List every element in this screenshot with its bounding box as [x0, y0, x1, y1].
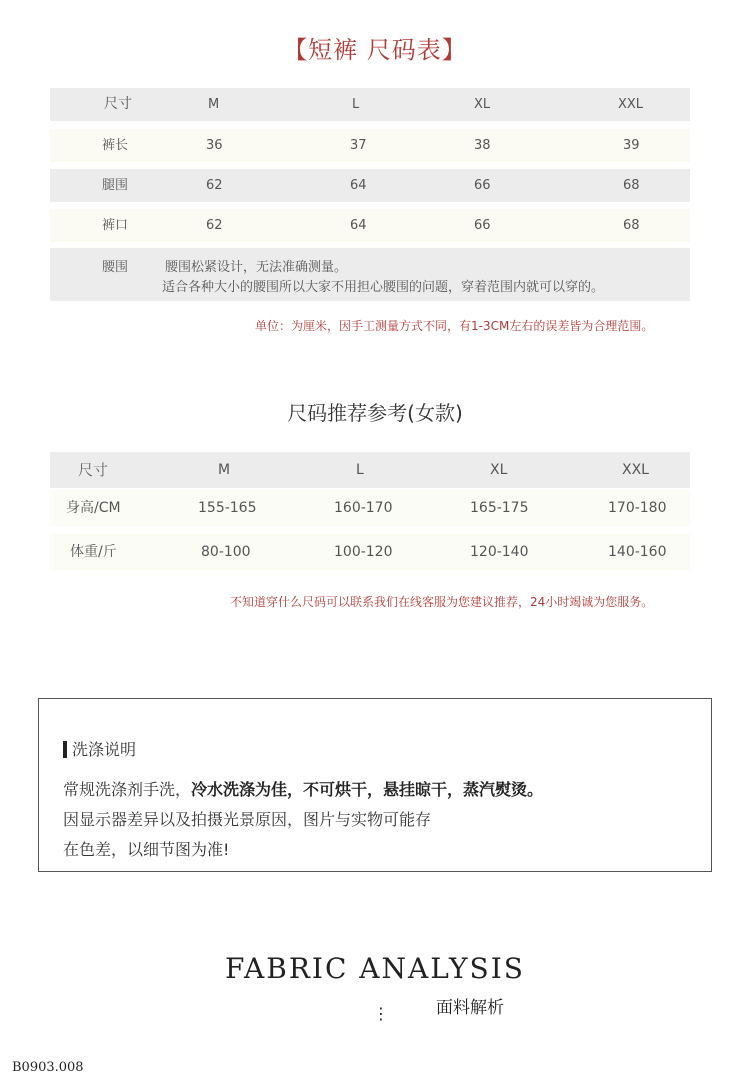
service-note: 不知道穿什么尺码可以联系我们在线客服为您建议推荐，24小时竭诚为您服务。 [230, 595, 654, 609]
cell-value: 62 [206, 178, 223, 193]
header-m: M [218, 462, 231, 478]
header-xl: XL [474, 97, 491, 112]
product-code: B0903.008 [12, 1060, 84, 1075]
washing-line-3: 在色差，以细节图为准! [63, 840, 230, 859]
cell-value: 100-120 [334, 544, 393, 560]
size-chart-header-row [50, 88, 690, 121]
cell-value: 120-140 [470, 544, 529, 560]
cell-value: 37 [350, 138, 367, 153]
table-row [50, 209, 690, 242]
washing-line-1-normal: 常规洗涤剂手洗， [63, 780, 192, 799]
cell-value: 140-160 [608, 544, 667, 560]
header-l: L [352, 97, 360, 112]
cell-value: 36 [206, 138, 223, 153]
waist-note-line-2: 适合各种大小的腰围所以大家不用担心腰围的问题，穿着范围内就可以穿的。 [162, 280, 605, 295]
fabric-analysis-subtitle: 面料解析 [436, 998, 504, 1018]
cell-value: 155-165 [198, 500, 257, 516]
header-size-label: 尺寸 [104, 96, 132, 112]
waist-note-row [50, 248, 690, 301]
table-row [50, 534, 690, 570]
cell-value: 165-175 [470, 500, 529, 516]
recommend-title: 尺码推荐参考(女款) [287, 401, 463, 425]
vertical-dots-icon: ⋮ [373, 1004, 389, 1023]
row-label-hem: 裤口 [102, 218, 129, 233]
row-label-weight: 体重/斤 [70, 544, 117, 560]
cell-value: 80-100 [201, 544, 251, 560]
cell-value: 68 [623, 178, 640, 193]
cell-value: 64 [350, 218, 367, 233]
cell-value: 68 [623, 218, 640, 233]
header-xxl: XXL [622, 462, 649, 478]
cell-value: 66 [474, 178, 491, 193]
waist-note-line-1: 腰围松紧设计，无法准确测量。 [165, 260, 348, 275]
washing-instructions-box [38, 698, 712, 872]
header-size-label: 尺寸 [78, 461, 109, 479]
row-label-thigh: 腿围 [102, 178, 129, 193]
cell-value: 160-170 [334, 500, 393, 516]
cell-value: 64 [350, 178, 367, 193]
cell-value: 38 [474, 138, 491, 153]
row-label-height: 身高/CM [66, 500, 121, 516]
row-label-waist: 腰围 [102, 260, 129, 275]
washing-line-1-bold: 冷水洗涤为佳，不可烘干，悬挂晾干，蒸汽熨烫。 [191, 780, 544, 799]
washing-line-1 [63, 777, 543, 800]
table-row [50, 490, 690, 526]
cell-value: 39 [623, 138, 640, 153]
row-label-length: 裤长 [102, 138, 129, 153]
table-row [50, 129, 690, 162]
size-chart-title: 【短裤 尺码表】 [283, 36, 467, 64]
recommend-header-row [50, 452, 690, 488]
washing-line-2: 因显示器差异以及拍摄光景原因，图片与实物可能存 [63, 810, 432, 829]
header-m: M [208, 97, 220, 112]
title-bar-marker [63, 741, 67, 758]
unit-note: 单位：为厘米，因手工测量方式不同，有1-3CM左右的误差皆为合理范围。 [255, 319, 654, 333]
cell-value: 170-180 [608, 500, 667, 516]
cell-value: 62 [206, 218, 223, 233]
header-l: L [356, 462, 364, 478]
header-xxl: XXL [618, 97, 644, 112]
header-xl: XL [490, 462, 508, 478]
cell-value: 66 [474, 218, 491, 233]
table-row [50, 169, 690, 202]
fabric-analysis-title: FABRIC ANALYSIS [225, 952, 525, 985]
washing-title: 洗涤说明 [72, 740, 137, 759]
